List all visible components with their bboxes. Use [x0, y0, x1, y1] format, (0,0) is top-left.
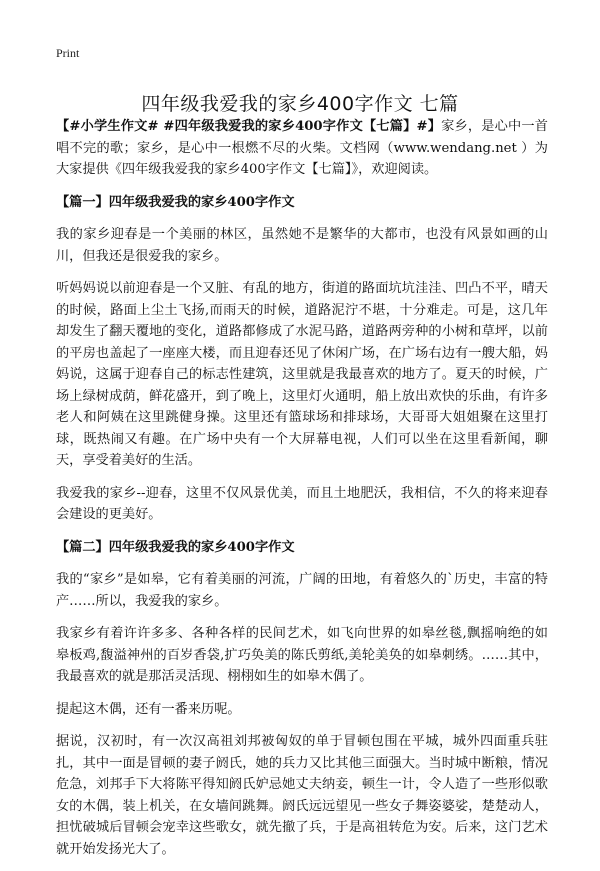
section-2-paragraph-4: 据说，汉初时，有一次汉高祖刘邦被匈奴的单于冒顿包围在平城，城外四面重兵驻扎，其中一面是冒顿的妻子阏氏，她的兵力又比其他三面强大。当时城中断粮，情况危急，刘邦手下大将陈平得知阏氏妒忌她丈夫纳妾，顿生一计，令人造了一些形似歌女的木偶，装上机关，在女墙间跳舞。阏氏远远望见一些女子舞姿婆娑，楚楚动人，担忧破城后冒顿会宠幸这些歌女，就先撤了兵，于是高祖转危为安。后来，这门艺术就开始发扬光大了。 — [56, 734, 548, 857]
print-label[interactable]: Print — [56, 46, 80, 60]
section-1-paragraph-2: 听妈妈说以前迎春是一个又脏、有乱的地方，街道的路面坑坑洼洼、凹凸不平，晴天的时候，路面上尘土飞扬,而雨天的时候，道路泥泞不堪，十分难走。可是，这几年却发生了翻天覆地的变化，道路都修成了水泥马路，道路两旁种的小树和草坪，以前的平房也盖起了一座座大楼，而且迎春还见了休闲广场，在广场右边有一艘大船，妈妈说，这属于迎春自己的标志性建筑，这里就是我最喜欢的地方了。夏天的时候，广场上绿树成荫，鲜花盛开，到了晚上，这里灯火通明，船上放出欢快的乐曲，有许多老人和阿姨在这里跳健身操。这里还有篮球场和排球场，大哥哥大姐姐聚在这里打球，既热闹又有趣。在广场中央有一个大屏幕电视，人们可以坐在这里看新闻，聊天，享受着美好的生活。 — [56, 281, 548, 468]
section-2-paragraph-1: 我的“家乡”是如皋，它有着美丽的河流，广阔的田地，有着悠久的`历史，丰富的特产……所以，我爱我的家乡。 — [56, 572, 548, 609]
section-2-paragraph-3: 提起这木偶，还有一番来历呢。 — [56, 701, 241, 717]
section-1-paragraph-3: 我爱我的家乡--迎春，这里不仅风景优美，而且土地肥沃，我相信，不久的将来迎春会建设的更美好。 — [56, 485, 548, 522]
intro-paragraph — [56, 116, 548, 181]
section-2-paragraph-2: 我家乡有着许许多多、各种各样的民间艺术，如飞向世界的如皋丝毯,飘摇响绝的如皋板鸡,馥溢神州的百岁香袋,扩巧奂美的陈氏剪纸,美轮美奂的如皋刺绣。……其中，我最喜欢的就是那活灵活现、栩栩如生的如皋木偶了。 — [56, 626, 548, 684]
intro-text: 家乡，是心中一首唱不完的歌；家乡，是心中一根燃不尽的火柴。文档网（www.wendang.net ）为大家提供《四年级我爱我的家乡400字作文【七篇】》，欢迎阅读。 — [56, 119, 548, 177]
article-body — [56, 116, 548, 871]
intro-tag: 【#小学生作文# #四年级我爱我的家乡400字作文【七篇】#】 — [56, 119, 442, 134]
section-heading-2: 【篇二】四年级我爱我的家乡400字作文 — [56, 539, 295, 555]
section-heading-1: 【篇一】四年级我爱我的家乡400字作文 — [56, 194, 295, 210]
page-title: 四年级我爱我的家乡400字作文 七篇 — [141, 92, 459, 115]
section-1-paragraph-1: 我的家乡迎春是一个美丽的林区，虽然她不是繁华的大都市，也没有风景如画的山川，但我还是很爱我的家乡。 — [56, 227, 548, 264]
